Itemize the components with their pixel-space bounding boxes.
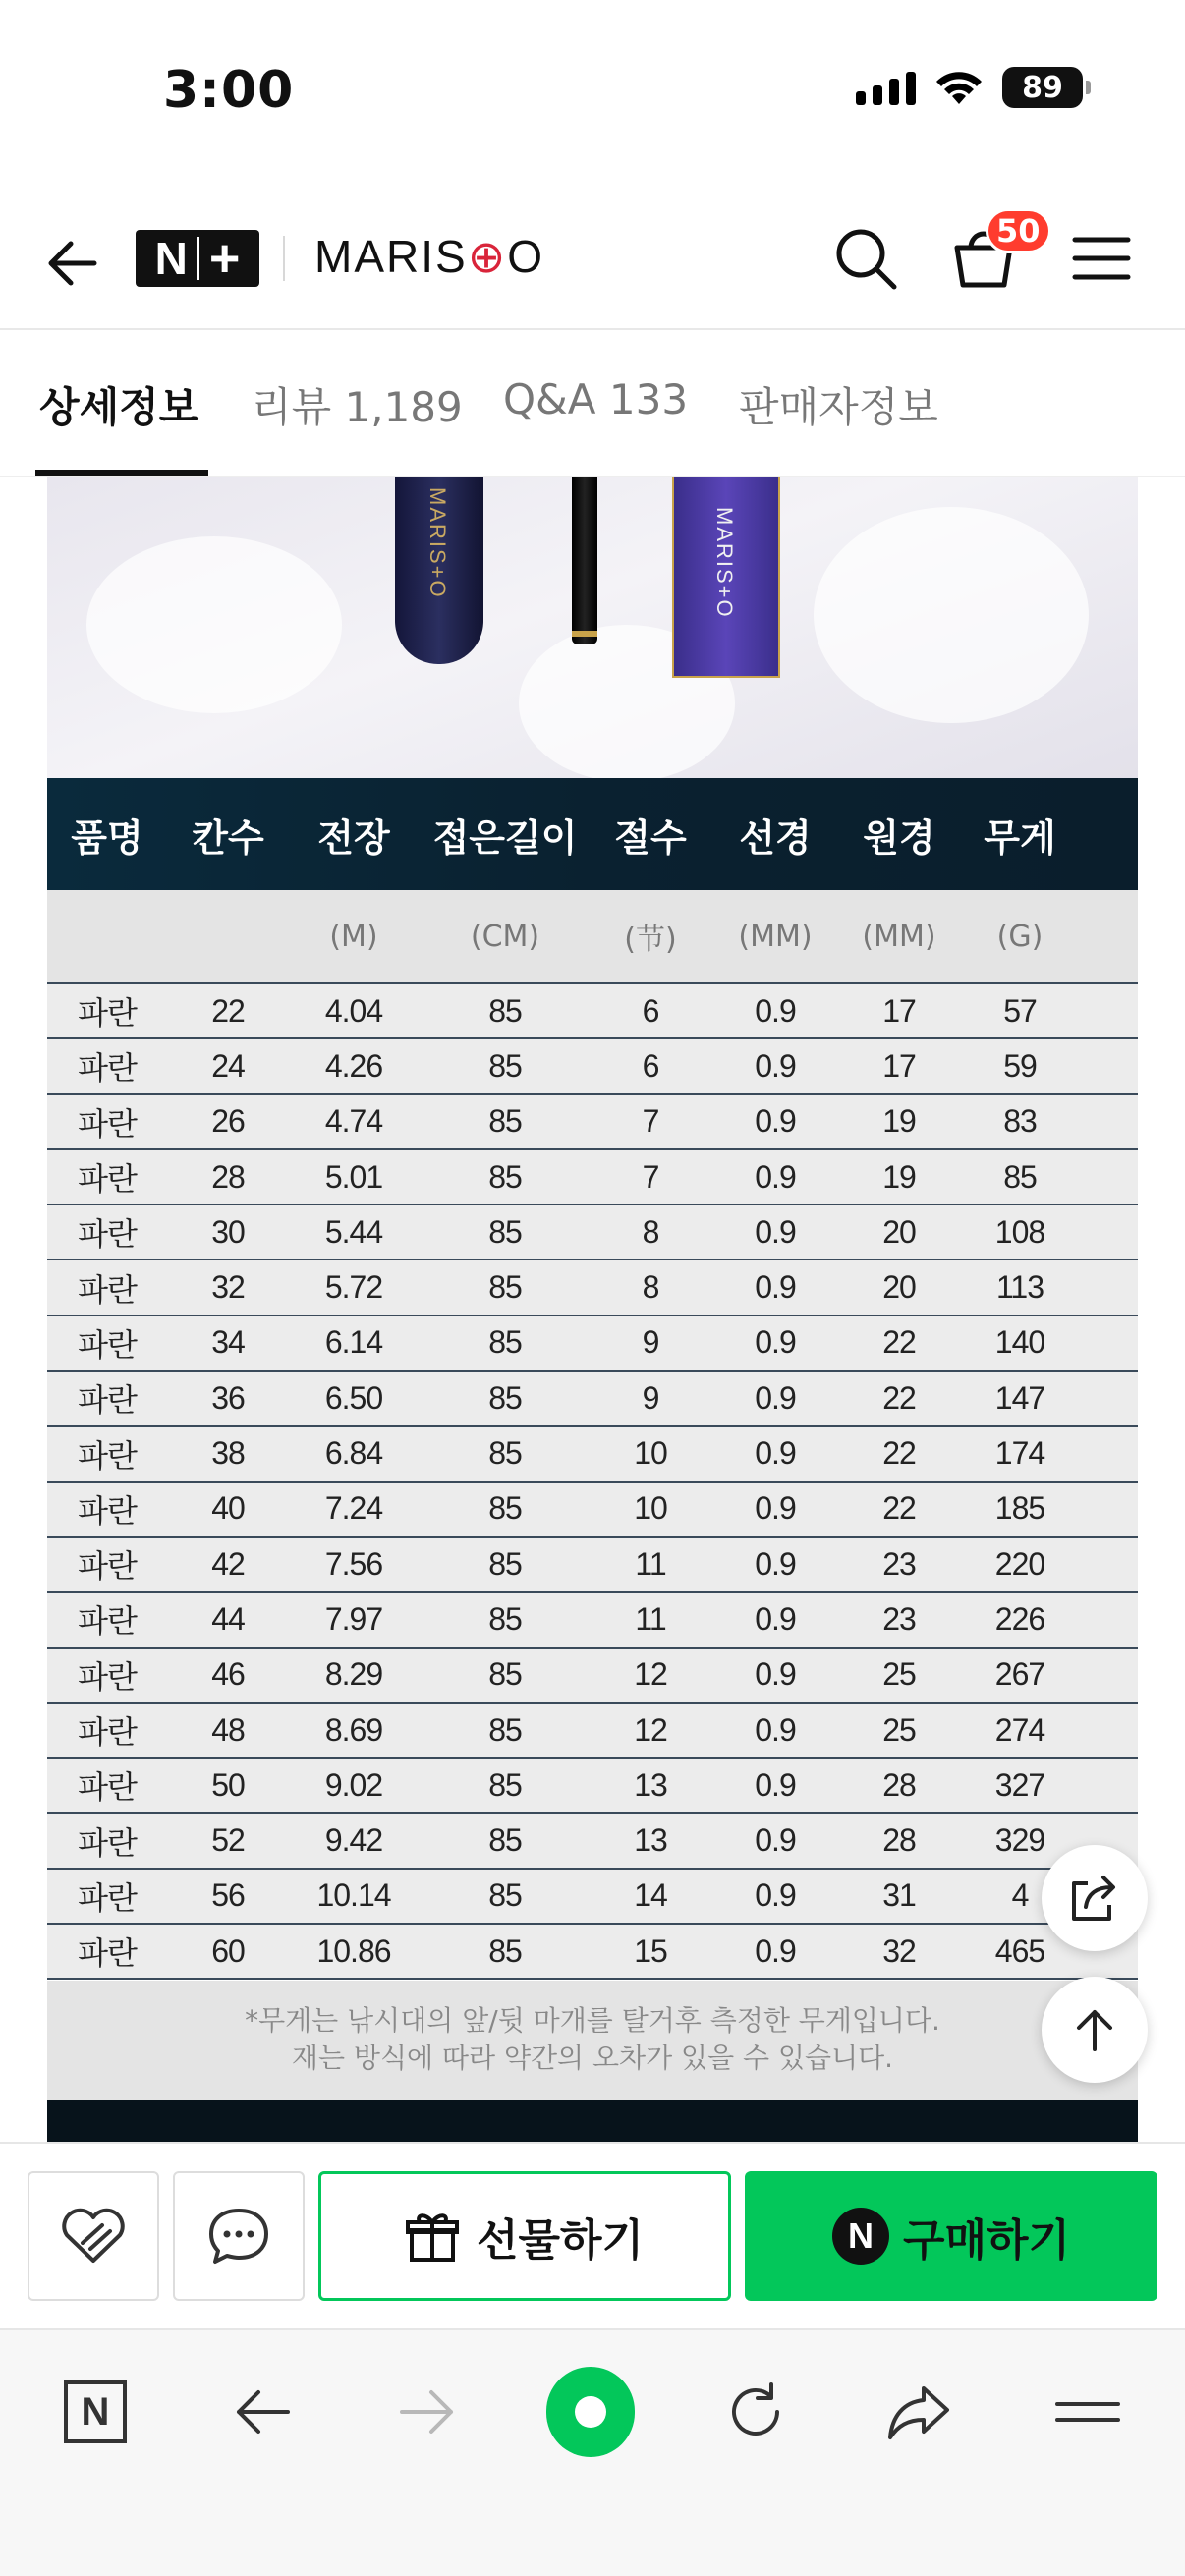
table-cell: 0.9 xyxy=(755,1545,796,1582)
browser-back-button[interactable] xyxy=(218,2368,307,2456)
table-cell: 85 xyxy=(488,1766,522,1803)
table-cell: 25 xyxy=(882,1711,916,1748)
table-cell: 220 xyxy=(994,1545,1045,1582)
column-header: 칸수 xyxy=(192,815,264,860)
table-cell: 7.97 xyxy=(324,1600,383,1637)
table-cell: 5.72 xyxy=(324,1269,383,1306)
table-cell: 40 xyxy=(211,1490,245,1527)
table-cell: 5.01 xyxy=(324,1158,383,1195)
heart-link-icon xyxy=(57,2206,130,2267)
brand-logo[interactable]: MARIS⊕O xyxy=(314,231,545,282)
table-cell: 85 xyxy=(488,1269,522,1306)
table-cell: 22 xyxy=(211,992,245,1029)
table-row xyxy=(47,1814,1138,1869)
table-cell: 파란 xyxy=(78,1326,137,1363)
unit-label: (MM) xyxy=(738,919,813,954)
table-cell: 267 xyxy=(994,1656,1045,1693)
naver-n-mark: N xyxy=(154,233,188,284)
table-cell: 185 xyxy=(994,1490,1045,1527)
table-cell: 10.14 xyxy=(316,1877,391,1914)
table-cell: 13 xyxy=(634,1822,667,1859)
table-cell: 22 xyxy=(882,1379,916,1416)
table-cell: 17 xyxy=(882,1047,916,1084)
table-cell: 0.9 xyxy=(755,1600,796,1637)
table-cell: 6.84 xyxy=(324,1435,383,1472)
table-cell: 8 xyxy=(642,1269,659,1306)
browser-share-button[interactable] xyxy=(875,2368,963,2456)
table-cell: 11 xyxy=(635,1545,666,1582)
table-cell: 5.44 xyxy=(324,1213,383,1250)
table-cell: 32 xyxy=(882,1932,916,1969)
table-row xyxy=(47,1427,1138,1482)
table-cell: 22 xyxy=(882,1435,916,1472)
wifi-icon xyxy=(935,69,983,106)
table-row xyxy=(47,1372,1138,1427)
table-cell: 0.9 xyxy=(755,1877,796,1914)
table-cell: 0.9 xyxy=(755,1435,796,1472)
table-row xyxy=(47,1870,1138,1925)
table-cell: 파란 xyxy=(78,1161,137,1198)
chat-bubble-icon xyxy=(205,2205,272,2268)
table-cell: 85 xyxy=(1003,1158,1037,1195)
table-cell: 0.9 xyxy=(755,1766,796,1803)
table-cell: 85 xyxy=(488,1047,522,1084)
spec-table-header xyxy=(47,778,1138,890)
unit-label: (节) xyxy=(624,923,677,957)
status-bar xyxy=(0,0,1185,187)
table-cell: 파란 xyxy=(78,1271,137,1308)
share-button[interactable] xyxy=(1042,1845,1148,1951)
table-cell: 44 xyxy=(211,1600,245,1637)
table-cell: 4.74 xyxy=(324,1103,383,1140)
table-cell: 24 xyxy=(211,1047,245,1084)
table-row xyxy=(47,1039,1138,1094)
table-cell: 28 xyxy=(211,1158,245,1195)
forward-arrow-icon xyxy=(396,2384,459,2439)
table-row xyxy=(47,1704,1138,1759)
table-cell: 83 xyxy=(1003,1103,1037,1140)
naver-home-icon: N xyxy=(64,2380,127,2443)
arrow-up-icon xyxy=(1069,2004,1120,2055)
table-cell: 85 xyxy=(488,1600,522,1637)
scroll-to-top-button[interactable] xyxy=(1042,1977,1148,2083)
gift-button[interactable] xyxy=(318,2171,731,2301)
table-cell: 85 xyxy=(488,1932,522,1969)
table-cell: 46 xyxy=(211,1656,245,1693)
column-header: 절수 xyxy=(614,815,687,860)
table-cell: 파란 xyxy=(78,1879,137,1916)
table-cell: 파란 xyxy=(78,1603,137,1640)
table-row xyxy=(47,1205,1138,1260)
tab-qna[interactable]: Q&A 133 xyxy=(503,375,689,423)
box-brand-mark: MARIS+O xyxy=(712,507,737,619)
browser-menu-button[interactable] xyxy=(1044,2368,1132,2456)
back-arrow-icon[interactable] xyxy=(39,232,102,295)
table-cell: 9.42 xyxy=(324,1822,383,1859)
table-cell: 파란 xyxy=(78,995,137,1032)
unit-label: (MM) xyxy=(862,919,936,954)
logo-divider xyxy=(283,236,285,281)
green-dot-icon xyxy=(546,2367,635,2457)
table-cell: 8.69 xyxy=(324,1711,383,1748)
table-cell: 14 xyxy=(634,1877,667,1914)
column-header: 선경 xyxy=(739,815,812,860)
naver-plus-logo[interactable] xyxy=(136,230,259,287)
tab-seller-info[interactable]: 판매자정보 xyxy=(739,383,938,431)
active-tab-indicator xyxy=(35,470,208,476)
share-icon xyxy=(1066,1870,1123,1927)
status-icons xyxy=(856,67,1083,108)
table-cell: 파란 xyxy=(78,1437,137,1474)
column-header: 품명 xyxy=(71,815,143,860)
table-cell: 50 xyxy=(211,1766,245,1803)
table-cell: 11 xyxy=(635,1600,666,1637)
table-cell: 60 xyxy=(211,1932,245,1969)
talk-talk-button[interactable] xyxy=(173,2171,305,2301)
section-divider xyxy=(47,2100,1138,2143)
table-cell: 0.9 xyxy=(755,1490,796,1527)
battery-level: 89 xyxy=(1022,70,1063,105)
battery-icon xyxy=(1002,67,1083,108)
table-cell: 25 xyxy=(882,1656,916,1693)
buy-button[interactable] xyxy=(745,2171,1157,2301)
fishing-rod xyxy=(572,477,597,644)
table-cell: 파란 xyxy=(78,1216,137,1253)
table-cell: 0.9 xyxy=(755,1047,796,1084)
table-cell: 6 xyxy=(642,1047,659,1084)
table-cell: 0.9 xyxy=(755,992,796,1029)
table-cell: 38 xyxy=(211,1435,245,1472)
unit-label: (CM) xyxy=(470,919,540,954)
table-row xyxy=(47,1483,1138,1538)
back-arrow-icon xyxy=(231,2384,294,2439)
cart-count-badge: 50 xyxy=(986,208,1051,253)
naver-pay-icon: N xyxy=(832,2208,889,2265)
table-cell: 10 xyxy=(634,1435,667,1472)
pouch-brand-mark: MARIS+O xyxy=(425,487,450,599)
table-cell: 85 xyxy=(488,1877,522,1914)
table-cell: 17 xyxy=(882,992,916,1029)
table-cell: 52 xyxy=(211,1822,245,1859)
purchase-bar xyxy=(0,2142,1185,2328)
product-tabs xyxy=(0,332,1185,477)
green-dot-button[interactable] xyxy=(546,2368,635,2456)
table-cell: 30 xyxy=(211,1213,245,1250)
table-cell: 9 xyxy=(642,1324,659,1361)
table-cell: 12 xyxy=(634,1711,667,1748)
table-cell: 85 xyxy=(488,1158,522,1195)
table-row xyxy=(47,1649,1138,1704)
product-detail-content xyxy=(47,477,1138,2143)
table-cell: 8 xyxy=(642,1213,659,1250)
spec-note xyxy=(47,1981,1138,2100)
column-header: 접은길이 xyxy=(432,815,578,860)
table-cell: 226 xyxy=(994,1600,1045,1637)
table-cell: 108 xyxy=(994,1213,1045,1250)
column-header: 전장 xyxy=(317,815,390,860)
table-cell: 85 xyxy=(488,1490,522,1527)
table-cell: 85 xyxy=(488,1213,522,1250)
browser-forward-button[interactable] xyxy=(383,2368,472,2456)
app-header xyxy=(0,196,1185,330)
table-cell: 19 xyxy=(882,1158,916,1195)
cellular-signal-icon xyxy=(856,70,916,105)
table-cell: 파란 xyxy=(78,1105,137,1142)
table-row xyxy=(47,1260,1138,1316)
table-cell: 327 xyxy=(994,1766,1045,1803)
product-image xyxy=(47,477,1138,778)
status-time: 3:00 xyxy=(163,61,295,120)
spec-table-units xyxy=(47,890,1138,982)
table-cell: 22 xyxy=(882,1490,916,1527)
buy-button-label: 구매하기 xyxy=(902,2215,1070,2266)
table-cell: 85 xyxy=(488,1822,522,1859)
table-cell: 파란 xyxy=(78,1382,137,1419)
table-cell: 85 xyxy=(488,1711,522,1748)
table-cell: 0.9 xyxy=(755,1379,796,1416)
table-cell: 140 xyxy=(994,1324,1045,1361)
table-cell: 0.9 xyxy=(755,1656,796,1693)
reload-button[interactable] xyxy=(711,2368,800,2456)
browser-toolbar xyxy=(0,2328,1185,2576)
table-cell: 6.50 xyxy=(324,1379,383,1416)
table-cell: 15 xyxy=(634,1932,667,1969)
tab-detail-info[interactable]: 상세정보 xyxy=(39,383,199,431)
table-cell: 0.9 xyxy=(755,1158,796,1195)
table-cell: 329 xyxy=(994,1822,1045,1859)
table-cell: 파란 xyxy=(78,1658,137,1695)
table-cell: 4 xyxy=(1011,1877,1029,1914)
table-cell: 85 xyxy=(488,992,522,1029)
table-cell: 6.14 xyxy=(324,1324,383,1361)
table-row xyxy=(47,1150,1138,1205)
table-cell: 23 xyxy=(882,1600,916,1637)
tab-reviews[interactable]: 리뷰 1,189 xyxy=(252,383,463,431)
table-cell: 12 xyxy=(634,1656,667,1693)
unit-label: (G) xyxy=(996,919,1044,954)
table-cell: 7.24 xyxy=(324,1490,383,1527)
table-cell: 파란 xyxy=(78,1548,137,1585)
table-cell: 28 xyxy=(882,1766,916,1803)
naver-home-button[interactable] xyxy=(51,2368,140,2456)
table-cell: 파란 xyxy=(78,1714,137,1750)
spec-table-body xyxy=(47,982,1138,1980)
table-cell: 274 xyxy=(994,1711,1045,1748)
table-cell: 85 xyxy=(488,1656,522,1693)
table-cell: 147 xyxy=(994,1379,1045,1416)
table-cell: 36 xyxy=(211,1379,245,1416)
table-cell: 파란 xyxy=(78,1050,137,1087)
table-cell: 20 xyxy=(882,1213,916,1250)
table-row xyxy=(47,1593,1138,1648)
unit-label: (M) xyxy=(329,919,378,954)
table-cell: 22 xyxy=(882,1324,916,1361)
table-cell: 9 xyxy=(642,1379,659,1416)
column-header: 원경 xyxy=(863,815,935,860)
table-cell: 10.86 xyxy=(316,1932,391,1969)
table-cell: 8.29 xyxy=(324,1656,383,1693)
table-cell: 13 xyxy=(634,1766,667,1803)
table-cell: 26 xyxy=(211,1103,245,1140)
table-row xyxy=(47,1759,1138,1814)
table-cell: 113 xyxy=(995,1269,1044,1306)
gift-button-label: 선물하기 xyxy=(476,2215,644,2266)
table-cell: 0.9 xyxy=(755,1213,796,1250)
table-cell: 31 xyxy=(882,1877,916,1914)
gift-icon xyxy=(406,2209,459,2264)
table-cell: 0.9 xyxy=(755,1822,796,1859)
table-cell: 28 xyxy=(882,1822,916,1859)
table-row xyxy=(47,1316,1138,1372)
reload-icon xyxy=(724,2380,787,2443)
note-line-1: *무게는 낚시대의 앞/뒷 마개를 탈거후 측정한 무게입니다. xyxy=(245,2004,940,2037)
search-icon[interactable] xyxy=(831,224,900,293)
plus-mark: + xyxy=(208,229,241,288)
menu-lines-icon xyxy=(1053,2392,1122,2432)
column-header: 무게 xyxy=(984,815,1056,860)
table-cell: 0.9 xyxy=(755,1711,796,1748)
zzim-button[interactable] xyxy=(28,2171,159,2301)
table-cell: 174 xyxy=(994,1435,1045,1472)
table-cell: 10 xyxy=(634,1490,667,1527)
table-cell: 48 xyxy=(211,1711,245,1748)
table-cell: 0.9 xyxy=(755,1269,796,1306)
table-cell: 19 xyxy=(882,1103,916,1140)
table-cell: 0.9 xyxy=(755,1103,796,1140)
table-cell: 57 xyxy=(1003,992,1037,1029)
table-row xyxy=(47,1095,1138,1150)
table-cell: 0.9 xyxy=(755,1932,796,1969)
table-cell: 파란 xyxy=(78,1824,137,1861)
table-row xyxy=(47,1538,1138,1593)
table-cell: 20 xyxy=(882,1269,916,1306)
table-cell: 23 xyxy=(882,1545,916,1582)
table-cell: 파란 xyxy=(78,1492,137,1529)
table-row xyxy=(47,984,1138,1039)
table-row xyxy=(47,1925,1138,1980)
table-cell: 85 xyxy=(488,1435,522,1472)
table-cell: 4.04 xyxy=(324,992,383,1029)
table-cell: 85 xyxy=(488,1379,522,1416)
table-cell: 파란 xyxy=(78,1769,137,1806)
table-cell: 9.02 xyxy=(324,1766,383,1803)
table-cell: 42 xyxy=(211,1545,245,1582)
table-cell: 56 xyxy=(211,1877,245,1914)
table-cell: 파란 xyxy=(78,1935,137,1972)
table-cell: 59 xyxy=(1003,1047,1037,1084)
table-cell: 7 xyxy=(642,1158,659,1195)
hamburger-menu-icon[interactable] xyxy=(1071,228,1132,289)
table-cell: 6 xyxy=(642,992,659,1029)
table-cell: 465 xyxy=(994,1932,1045,1969)
table-cell: 7 xyxy=(642,1103,659,1140)
table-cell: 32 xyxy=(211,1269,245,1306)
table-cell: 85 xyxy=(488,1103,522,1140)
table-cell: 85 xyxy=(488,1545,522,1582)
table-cell: 4.26 xyxy=(324,1047,383,1084)
table-cell: 34 xyxy=(211,1324,245,1361)
note-line-2: 재는 방식에 따라 약간의 오차가 있을 수 있습니다. xyxy=(291,2042,894,2074)
table-cell: 85 xyxy=(488,1324,522,1361)
table-cell: 7.56 xyxy=(324,1545,383,1582)
table-cell: 0.9 xyxy=(755,1324,796,1361)
share-arrow-icon xyxy=(884,2382,953,2441)
